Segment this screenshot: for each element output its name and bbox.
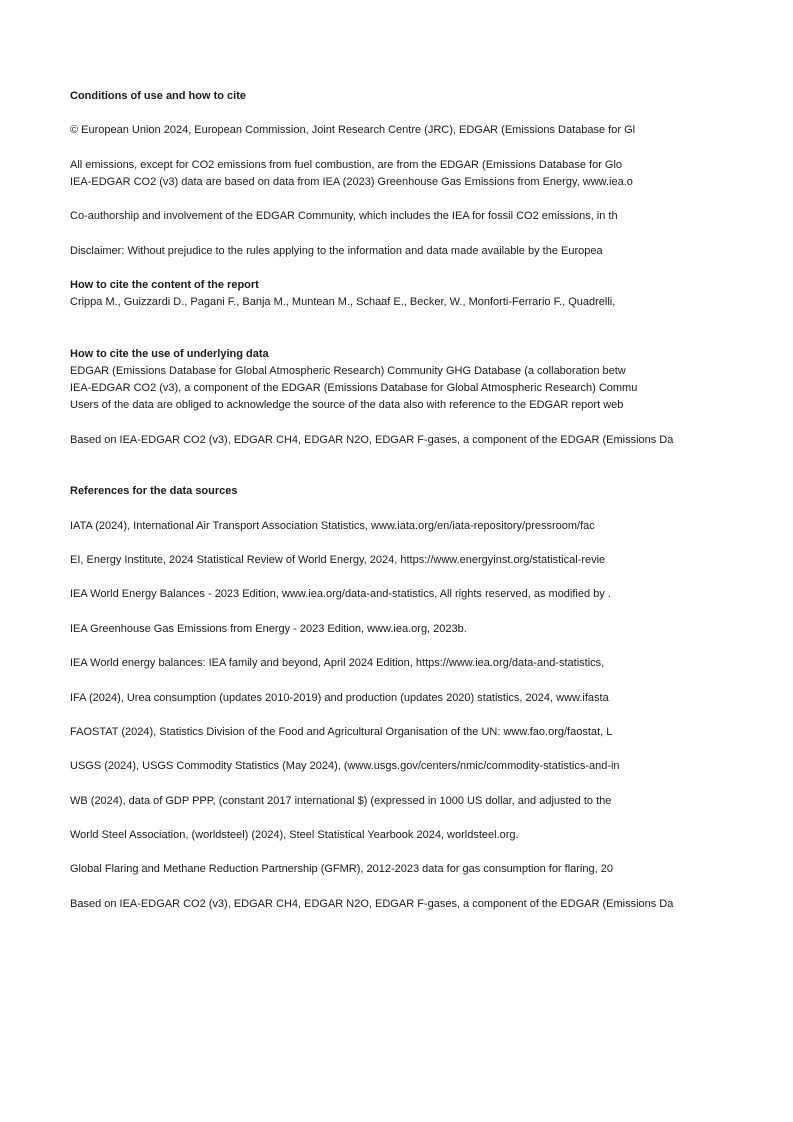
line-spacer <box>70 741 680 758</box>
text-line: IEA Greenhouse Gas Emissions from Energy - 2023 Edition, www.iea.org, 2023b. <box>70 622 467 635</box>
document-text-content <box>70 88 680 913</box>
section-heading: Conditions of use and how to cite <box>70 90 246 102</box>
text-line: © European Union 2024, European Commission, Joint Research Centre (JRC), EDGAR (Emissions Database for Gl <box>70 124 636 137</box>
text-line: IATA (2024), International Air Transport Association Statistics, www.iata.org/en/iata-repository/pressroom/fac <box>70 519 595 532</box>
line-spacer <box>70 415 680 432</box>
text-line: EI, Energy Institute, 2024 Statistical Review of World Energy, 2024, https://www.energyinst.org/statistical-revie <box>70 554 606 567</box>
text-line: WB (2024), data of GDP PPP, (constant 2017 international $) (expressed in 1000 US dollar, and adjusted to the <box>70 794 612 807</box>
text-line: IEA World Energy Balances - 2023 Edition, www.iea.org/data-and-statistics, All rights reserved, as modified by . <box>70 588 611 601</box>
line-spacer <box>70 311 680 328</box>
line-spacer <box>70 569 680 586</box>
text-line: FAOSTAT (2024), Statistics Division of the Food and Agricultural Organisation of the UN: www.fao.org/faostat, L <box>70 725 613 738</box>
line-spacer <box>70 535 680 552</box>
text-line: All emissions, except for CO2 emissions from fuel combustion, are from the EDGAR (Emissions Database for Glo <box>70 158 623 171</box>
line-spacer <box>70 260 680 277</box>
text-line: Users of the data are obliged to acknowledge the source of the data also with reference to the EDGAR report web <box>70 399 624 412</box>
line-spacer <box>70 844 680 861</box>
line-spacer <box>70 140 680 157</box>
text-line: IEA-EDGAR CO2 (v3) data are based on data from IEA (2023) Greenhouse Gas Emissions from Energy, www.iea.o <box>70 175 633 188</box>
line-spacer <box>70 191 680 208</box>
text-line: IEA-EDGAR CO2 (v3), a component of the EDGAR (Emissions Database for Global Atmospheric Research) Commu <box>70 382 638 395</box>
text-line: Based on IEA-EDGAR CO2 (v3), EDGAR CH4, EDGAR N2O, EDGAR F-gases, a component of the EDGAR (Emissions Da <box>70 433 674 446</box>
line-spacer <box>70 776 680 793</box>
section-heading: How to cite the use of underlying data <box>70 347 269 360</box>
line-spacer <box>70 501 680 518</box>
text-line: Co-authorship and involvement of the EDGAR Community, which includes the IEA for fossil CO2 emissions, in th <box>70 210 618 223</box>
line-spacer <box>70 105 680 122</box>
line-spacer <box>70 879 680 896</box>
line-spacer <box>70 638 680 655</box>
line-spacer <box>70 466 680 483</box>
line-spacer <box>70 226 680 243</box>
text-line: Disclaimer: Without prejudice to the rules applying to the information and data made available by the Europea <box>70 244 603 257</box>
line-spacer <box>70 604 680 621</box>
line-spacer <box>70 329 680 346</box>
text-line: EDGAR (Emissions Database for Global Atmospheric Research) Community GHG Database (a collaboration betw <box>70 365 626 377</box>
section-heading: How to cite the content of the report <box>70 279 259 292</box>
line-spacer <box>70 672 680 689</box>
text-line: Crippa M., Guizzardi D., Pagani F., Banja M., Muntean M., Schaaf E., Becker, W., Monforti-Ferrario F., Quadrelli, <box>70 296 616 309</box>
section-heading: References for the data sources <box>70 485 238 498</box>
line-spacer <box>70 810 680 827</box>
line-spacer <box>70 707 680 724</box>
text-line: Global Flaring and Methane Reduction Partnership (GFMR), 2012-2023 data for gas consumption for flaring, 20 <box>70 863 613 876</box>
text-line: USGS (2024), USGS Commodity Statistics (May 2024), (www.usgs.gov/centers/nmic/commodity-statistics-and-in <box>70 760 620 773</box>
text-line: Based on IEA-EDGAR CO2 (v3), EDGAR CH4, EDGAR N2O, EDGAR F-gases, a component of the EDGAR (Emissions Da <box>70 897 674 910</box>
text-line: IFA (2024), Urea consumption (updates 2010-2019) and production (updates 2020) statistics, 2024, www.ifasta <box>70 691 609 704</box>
text-line: IEA World energy balances: IEA family and beyond, April 2024 Edition, https://www.iea.org/data-and-statistics, <box>70 657 605 670</box>
text-line: World Steel Association, (worldsteel) (2024), Steel Statistical Yearbook 2024, worldsteel.org. <box>70 829 519 842</box>
line-spacer <box>70 449 680 466</box>
